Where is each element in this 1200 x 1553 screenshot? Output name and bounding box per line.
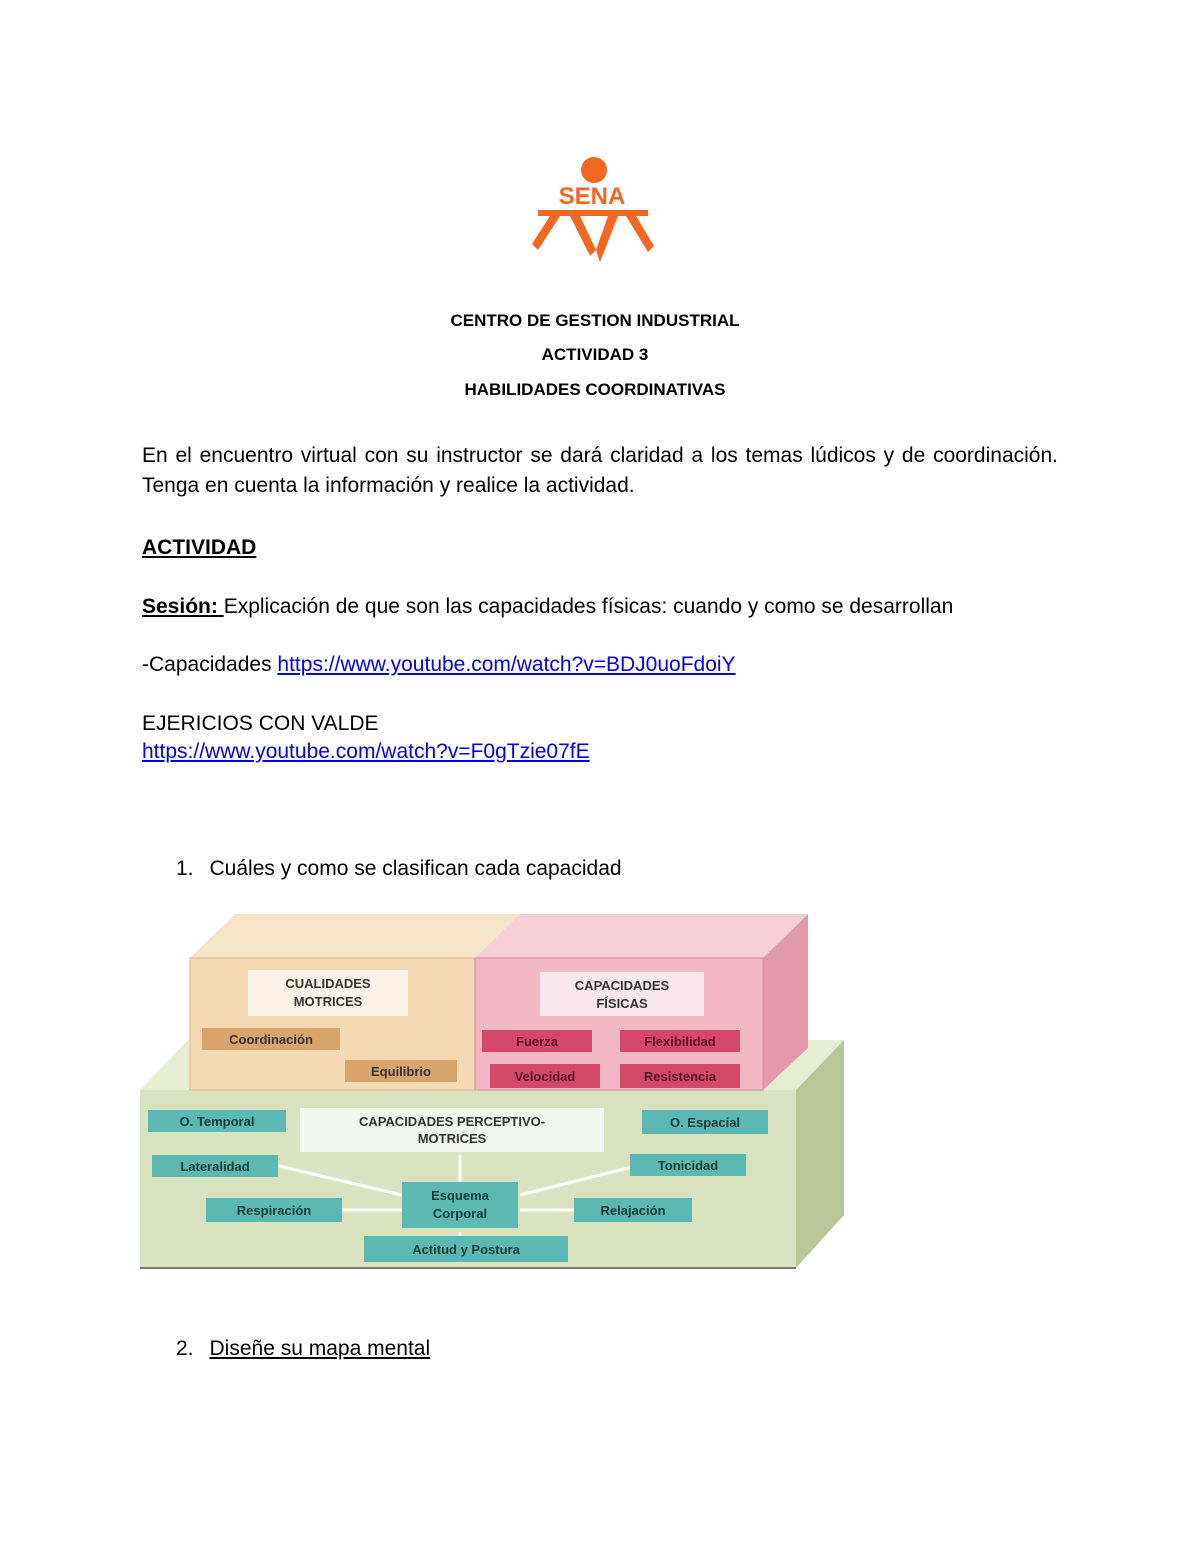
- sena-logo: [530, 150, 655, 270]
- perceptivo-title-line2: MOTRICES: [417, 1131, 487, 1146]
- activity-title: ACTIVIDAD: [142, 536, 257, 559]
- perceptivo-title-line1: CAPACIDADES PERCEPTIVO-: [358, 1114, 546, 1129]
- question-2: [176, 1335, 430, 1363]
- fisicas-title-line1: CAPACIDADES: [574, 978, 670, 993]
- item-tonicidad-label: Tonicidad: [657, 1158, 719, 1173]
- cualidades-block-top: [190, 914, 520, 958]
- question-number: 1.: [176, 857, 194, 880]
- item-respiracion-label: Respiración: [236, 1203, 312, 1218]
- item-coordinacion-label: Coordinación: [229, 1032, 313, 1047]
- session-text: Explicación de que son las capacidades físicas: cuando y como se desarrollan: [223, 595, 954, 618]
- capacidades-prefix: -Capacidades: [142, 653, 278, 676]
- item-actitud-postura-label: Actitud y Postura: [412, 1242, 520, 1257]
- activity-number-heading: ACTIVIDAD 3: [541, 345, 649, 364]
- esquema-line2: Corporal: [432, 1206, 488, 1221]
- capacidades-video-link[interactable]: https://www.youtube.com/watch?v=BDJ0uoFdoiY: [277, 653, 736, 676]
- svg-text:SENA: SENA: [558, 183, 626, 210]
- esquema-line1: Esquema: [431, 1188, 489, 1203]
- ejercicios-video-link[interactable]: https://www.youtube.com/watch?v=F0gTzie07fE: [142, 740, 590, 763]
- session-line: [142, 593, 953, 621]
- item-lateralidad-label: Lateralidad: [180, 1159, 250, 1174]
- item-o-espacial-label: O. Espacial: [669, 1115, 741, 1130]
- topic-heading: HABILIDADES COORDINATIVAS: [464, 380, 726, 399]
- center-heading: CENTRO DE GESTION INDUSTRIAL: [450, 311, 740, 330]
- fisicas-block-top: [475, 914, 808, 958]
- capacities-diagram: [140, 910, 846, 1272]
- item-o-temporal-label: O. Temporal: [179, 1114, 255, 1129]
- item-velocidad-label: Velocidad: [514, 1069, 576, 1084]
- capacidades-line: [142, 651, 736, 679]
- item-flexibilidad-label: Flexibilidad: [644, 1034, 716, 1049]
- session-label: Sesión:: [142, 595, 224, 618]
- item-equilibrio-label: Equilibrio: [371, 1064, 431, 1079]
- intro-paragraph: En el encuentro virtual con su instructor se dará claridad a los temas lúdicos y de coordinación. Tenga en cuenta la información y realice la actividad.: [142, 444, 1058, 497]
- ejercicios-title: EJERICIOS CON VALDE: [142, 712, 379, 735]
- question-text: Diseñe su mapa mental: [209, 1337, 431, 1360]
- item-resistencia-label: Resistencia: [643, 1069, 717, 1084]
- ejercicios-line: [142, 738, 590, 766]
- item-fuerza-label: Fuerza: [516, 1034, 558, 1049]
- fisicas-title-line2: FÍSICAS: [596, 996, 648, 1011]
- question-1: [176, 855, 622, 883]
- question-number: 2.: [176, 1337, 194, 1360]
- cualidades-title-line2: MOTRICES: [293, 994, 363, 1009]
- item-relajacion-label: Relajación: [600, 1203, 666, 1218]
- question-text: Cuáles y como se clasifican cada capacidad: [209, 857, 622, 880]
- cualidades-title-line1: CUALIDADES: [285, 976, 371, 991]
